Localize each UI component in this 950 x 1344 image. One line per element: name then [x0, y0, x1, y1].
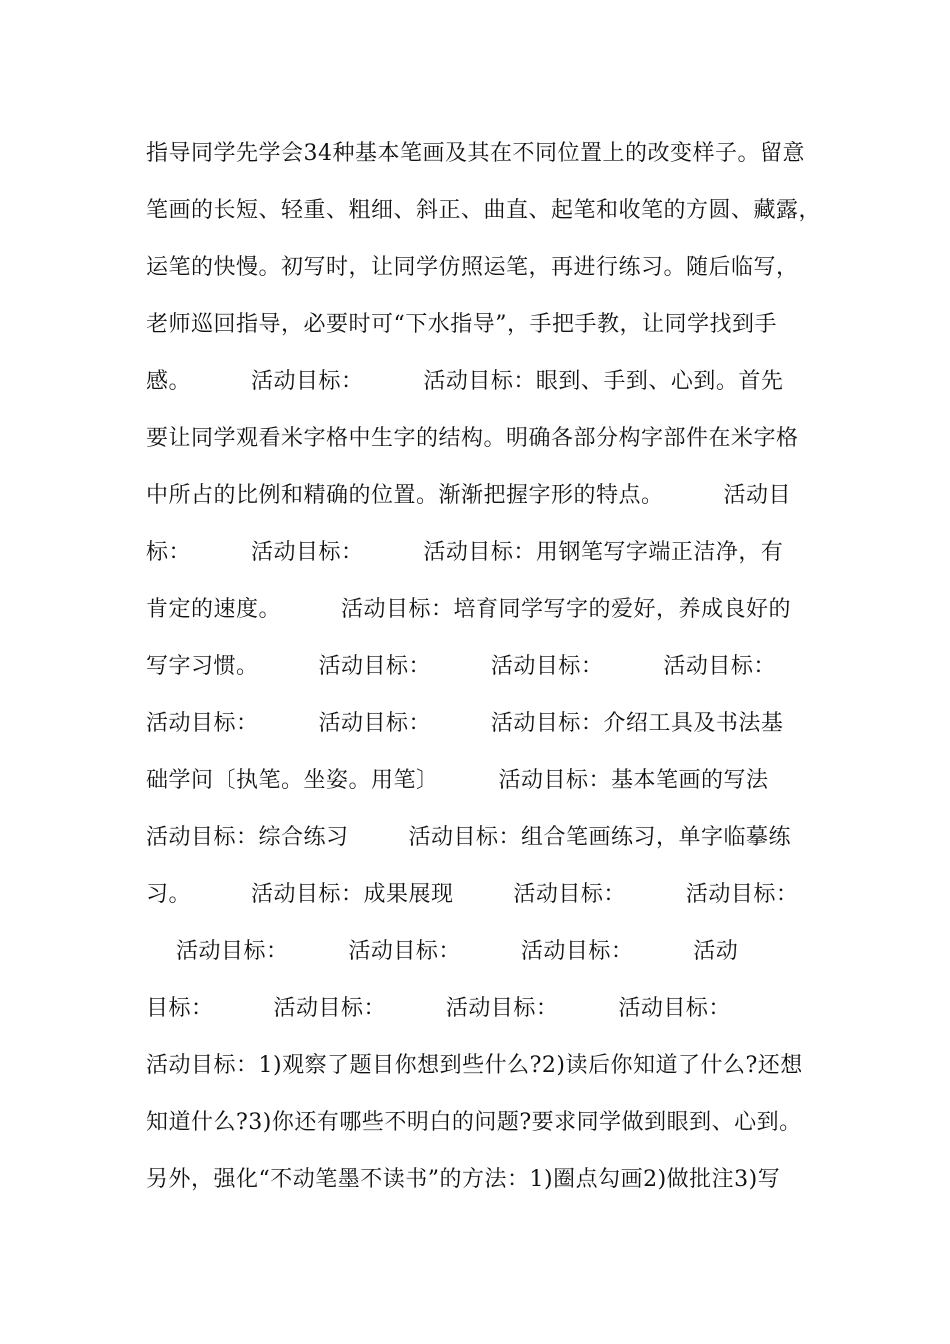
text-line: 活动目标：1)观察了题目你想到些什么?2)读后你知道了什么?还想	[146, 1053, 803, 1078]
text-line: 础学问〔执笔。坐姿。用笔〕 活动目标：基本笔画的写法	[146, 768, 769, 793]
text-line: 另外，强化“不动笔墨不读书”的方法：1)圈点勾画2)做批注3)写	[146, 1167, 781, 1192]
text-line: 运笔的快慢。初写时，让同学仿照运笔，再进行练习。随后临写，	[146, 255, 799, 280]
text-line: 中所占的比例和精确的位置。渐渐把握字形的特点。 活动目	[146, 483, 791, 508]
text-line: 肯定的速度。 活动目标：培育同学写字的爱好，养成良好的	[146, 597, 791, 622]
text-line: 活动目标：综合练习 活动目标：组合笔画练习，单字临摹练	[146, 825, 791, 850]
text-line: 写字习惯。 活动目标： 活动目标： 活动目标：	[146, 654, 776, 679]
text-line: 习。 活动目标：成果展现 活动目标： 活动目标：	[146, 882, 799, 907]
text-line: 活动目标： 活动目标： 活动目标：介绍工具及书法基	[146, 711, 784, 736]
text-line: 笔画的长短、轻重、粗细、斜正、曲直、起笔和收笔的方圆、藏露，	[146, 198, 822, 223]
text-line: 知道什么?3)你还有哪些不明白的问题?要求同学做到眼到、心到。	[146, 1110, 802, 1135]
text-line: 目标： 活动目标： 活动目标： 活动目标：	[146, 996, 731, 1021]
text-line: 指导同学先学会34种基本笔画及其在不同位置上的改变样子。留意	[146, 141, 805, 166]
text-line: 老师巡回指导，必要时可“下水指导”，手把手教，让同学找到手	[146, 312, 777, 337]
text-line: 要让同学观看米字格中生字的结构。明确各部分构字部件在米字格	[146, 426, 799, 451]
text-line: 活动目标： 活动目标： 活动目标： 活动	[146, 939, 739, 964]
text-line: 标： 活动目标： 活动目标：用钢笔写字端正洁净，有	[146, 540, 784, 565]
text-line: 感。 活动目标： 活动目标：眼到、手到、心到。首先	[146, 369, 784, 394]
